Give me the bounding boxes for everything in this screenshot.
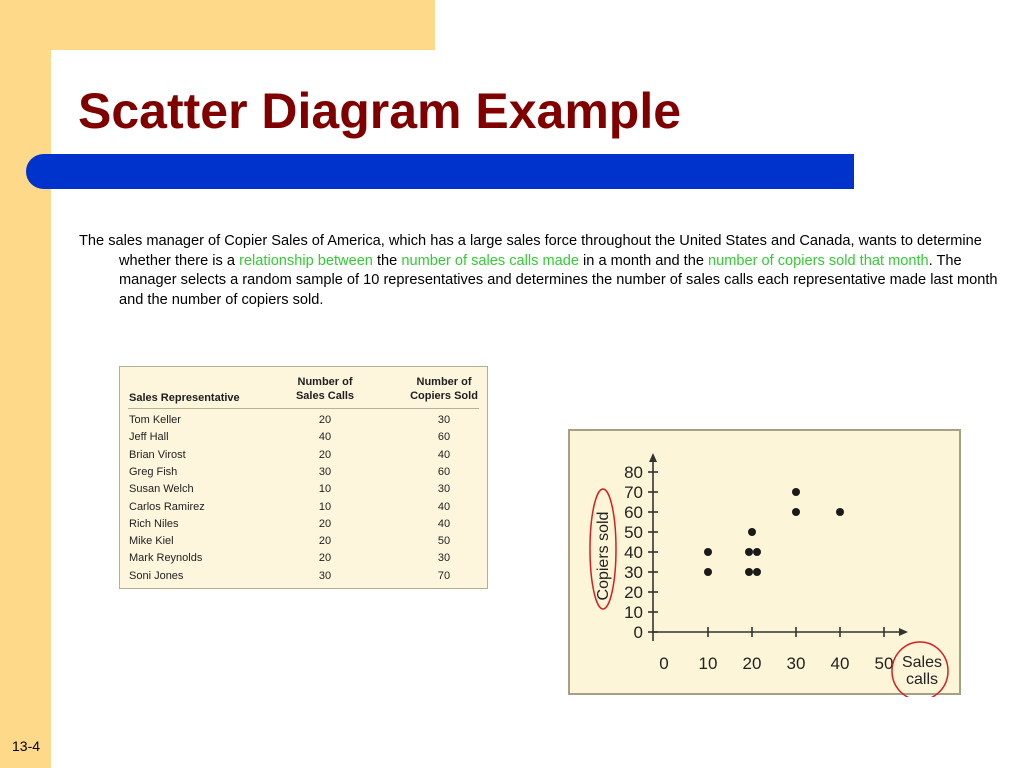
rep-name-cell: Mike Kiel xyxy=(129,535,174,548)
data-point xyxy=(753,568,761,576)
rep-name-cell: Susan Welch xyxy=(129,483,194,496)
y-tick-label: 60 xyxy=(624,503,643,522)
x-axis-label-line: Sales xyxy=(901,654,943,671)
copiers-sold-cell: 40 xyxy=(437,517,451,530)
x-tick-label: 40 xyxy=(830,654,850,673)
sales-calls-cell: 20 xyxy=(318,552,332,565)
table-row xyxy=(120,429,487,446)
x-tick-label: 50 xyxy=(874,654,894,673)
table-row xyxy=(120,464,487,481)
header-sales-calls-line1: Number of xyxy=(297,376,353,388)
rep-name-cell: Mark Reynolds xyxy=(129,552,203,565)
sales-calls-cell: 20 xyxy=(318,517,332,530)
header-sales-rep: Sales Representative xyxy=(129,392,240,404)
title-underline-bar xyxy=(26,154,854,189)
y-axis-arrow xyxy=(649,453,657,462)
data-point xyxy=(704,568,712,576)
table-row xyxy=(120,568,487,585)
data-point xyxy=(704,548,712,556)
y-tick-label: 0 xyxy=(633,623,643,642)
table-row xyxy=(120,412,487,429)
rep-name-cell: Greg Fish xyxy=(129,465,178,478)
scatter-chart xyxy=(570,431,963,697)
slide-frame-top xyxy=(0,0,435,50)
data-table xyxy=(119,366,488,589)
sales-calls-cell: 30 xyxy=(318,569,332,582)
rep-name-cell: Carlos Ramirez xyxy=(129,500,205,513)
y-tick-label: 80 xyxy=(624,463,643,482)
table-row xyxy=(120,533,487,550)
data-point xyxy=(836,508,844,516)
x-tick-label: 10 xyxy=(698,654,718,673)
intro-paragraph xyxy=(79,232,1019,310)
sales-calls-cell: 20 xyxy=(318,448,332,461)
copiers-sold-cell: 40 xyxy=(437,500,451,513)
sales-calls-cell: 20 xyxy=(318,414,332,426)
copiers-sold-cell: 30 xyxy=(437,483,451,496)
data-point xyxy=(753,548,761,556)
copiers-sold-cell: 60 xyxy=(437,431,451,444)
copiers-sold-cell: 60 xyxy=(437,465,451,478)
table-row xyxy=(120,481,487,498)
y-tick-label: 10 xyxy=(624,603,643,622)
y-tick-label: 30 xyxy=(624,563,643,582)
table-row xyxy=(120,516,487,533)
sales-calls-cell: 20 xyxy=(318,535,332,548)
y-tick-label: 20 xyxy=(624,583,643,602)
paragraph-text: . The manager selects a random sample of 10 representatives and determines the number of sales calls each representative made last month and the number of copiers sold. xyxy=(119,252,998,308)
highlight-sales-calls: number of sales calls made xyxy=(401,252,579,269)
rep-name-cell: Brian Virost xyxy=(129,448,186,461)
header-copiers-sold-line1: Number of xyxy=(416,376,472,388)
rep-name-cell: Rich Niles xyxy=(129,517,179,530)
y-tick-label: 50 xyxy=(624,523,643,542)
x-axis-label-line: calls xyxy=(905,671,939,688)
paragraph-text: the xyxy=(372,252,402,269)
x-tick-label: 20 xyxy=(742,654,762,673)
copiers-sold-cell: 50 xyxy=(437,535,451,548)
table-row xyxy=(120,550,487,567)
slide-title: Scatter Diagram Example xyxy=(78,83,682,139)
data-point xyxy=(792,488,800,496)
paragraph-text: in a month and the xyxy=(578,252,708,269)
header-sales-calls xyxy=(280,375,370,403)
sales-calls-cell: 30 xyxy=(318,465,332,478)
x-axis-arrow xyxy=(899,628,908,636)
rep-name-cell: Soni Jones xyxy=(129,569,184,582)
header-copiers-sold-line2: Copiers Sold xyxy=(410,390,478,402)
y-tick-label: 70 xyxy=(624,483,643,502)
sales-calls-cell: 40 xyxy=(318,431,332,444)
copiers-sold-cell: 30 xyxy=(437,552,451,565)
header-copiers-sold xyxy=(399,375,489,403)
table-row xyxy=(120,499,487,516)
copiers-sold-cell: 40 xyxy=(437,448,451,461)
y-tick-label: 40 xyxy=(624,543,643,562)
sales-calls-cell: 10 xyxy=(318,500,332,513)
table-row xyxy=(120,447,487,464)
highlight-copiers-sold: number of copiers sold that month xyxy=(707,252,929,269)
highlight-relationship: relationship between xyxy=(239,252,373,269)
slide-frame-left xyxy=(0,0,51,768)
y-axis-label: Copiers sold xyxy=(595,511,612,601)
data-point xyxy=(748,528,756,536)
paragraph-text: The sales manager of Copier Sales of America, which has a large sales force throughout the United States and Canada, wants to determine whether there is a xyxy=(79,233,982,269)
data-point xyxy=(792,508,800,516)
header-rule xyxy=(128,408,479,409)
data-point xyxy=(745,548,753,556)
slide-number: 13-4 xyxy=(12,738,41,754)
sales-calls-cell: 10 xyxy=(318,483,332,496)
scatter-chart-panel xyxy=(568,429,961,695)
header-sales-calls-line2: Sales Calls xyxy=(295,390,355,402)
x-tick-label: 0 xyxy=(659,654,669,673)
x-tick-label: 30 xyxy=(786,654,806,673)
data-point xyxy=(745,568,753,576)
rep-name-cell: Tom Keller xyxy=(129,414,181,426)
rep-name-cell: Jeff Hall xyxy=(129,431,169,444)
copiers-sold-cell: 30 xyxy=(437,414,451,426)
copiers-sold-cell: 70 xyxy=(437,569,451,582)
